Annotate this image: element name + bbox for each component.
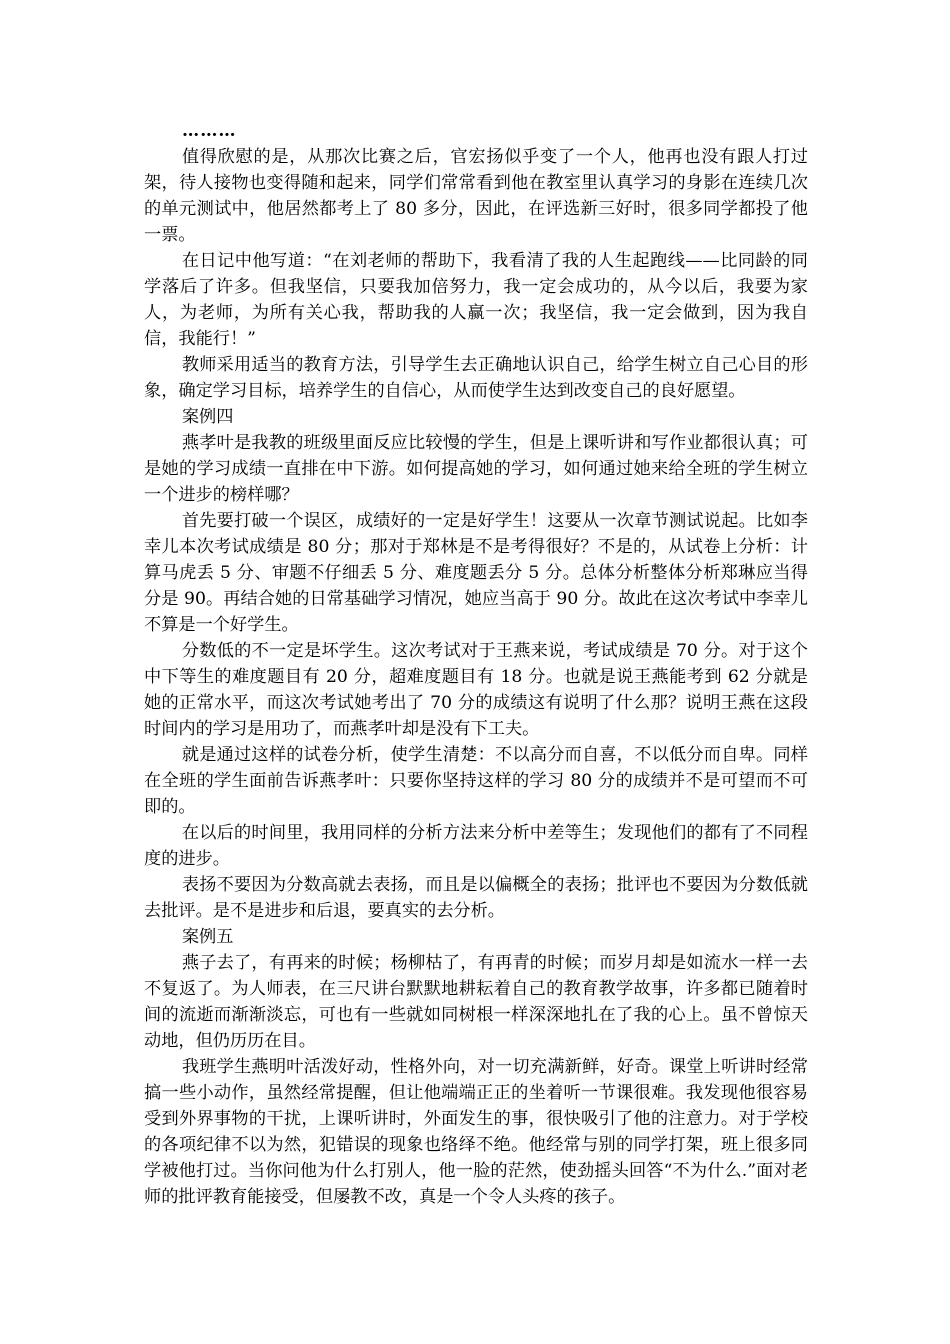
ellipsis-marker: ……… — [182, 121, 237, 141]
paragraph-low-score-analysis: 分数低的不一定是坏学生。这次考试对于王燕来说，考试成绩是 70 分。对于这个中下等生的难度题目有 20 分，超难度题目有 18 分。也就是说王燕能考到 62 分就是她的正常水平，而这次考试她考出了 70 分的成绩这有说明了什么那？说明王燕在这段时间内的学习是用功了，而燕孝叶却是没有下工夫。 — [144, 641, 808, 739]
paragraph-teacher-method: 教师采用适当的教育方法，引导学生去正确地认识自己，给学生树立自己心目的形象，确定学习目标，培养学生的自信心，从而使学生达到改变自己的良好愿望。 — [144, 355, 808, 401]
section-heading-case-5: 案例五 — [181, 927, 234, 947]
paragraph-praise-criticism: 表扬不要因为分数高就去表扬，而且是以偏概全的表扬；批评也不要因为分数低就去批评。是不是进步和后退，要真实的去分析。 — [144, 875, 808, 921]
paragraph-diary-quote: 在日记中他写道：“在刘老师的帮助下，我看清了我的人生起跑线——比同龄的同学落后了许多。但我坚信，只要我加倍努力，我一定会成功的，从今以后，我要为家人，为老师，为所有关心我，帮助我的人赢一次；我坚信，我一定会做到，因为我自信，我能行！” — [144, 251, 808, 349]
document-page — [144, 118, 808, 1210]
paragraph-progress: 在以后的时间里，我用同样的分析方法来分析中差等生；发现他们的都有了不同程度的进步。 — [144, 823, 808, 869]
paragraph-guan-change: 值得欣慰的是，从那次比赛之后，官宏扬似乎变了一个人，他再也没有跟人打过架，待人接物也变得随和起来，同学们常常看到他在教室里认真学习的身影在连续几次的单元测试中，他居然都考上了 80 多分，因此，在评选新三好时，很多同学都投了他一票。 — [144, 147, 808, 245]
paragraph-yan-mingye: 我班学生燕明叶活泼好动，性格外向，对一切充满新鲜，好奇。课堂上听讲时经常搞一些小动作，虽然经常提醒，但让他端端正正的坐着听一节课很难。我发现他很容易受到外界事物的干扰，上课听讲时，外面发生的事，很快吸引了他的注意力。对于学校的各项纪律不以为然，犯错误的现象也络绎不绝。他经常与别的同学打架，班上很多同学被他打过。当你问他为什么打别人，他一脸的茫然，使劲摇头回答“不为什么.”面对老师的批评教育能接受，但屡教不改，真是一个令人头疼的孩子。 — [144, 1057, 808, 1207]
paragraph-swallows: 燕子去了，有再来的时候；杨柳枯了，有再青的时候；而岁月却是如流水一样一去不复返了。为人师表，在三尺讲台默默地耕耘着自己的教育教学故事，许多都已随着时间的流逝而渐渐淡忘，可也有一些就如同树根一样深深地扎在了我的心上。虽不曾惊天动地，但仍历历在目。 — [144, 953, 808, 1051]
section-heading-case-4: 案例四 — [181, 407, 234, 427]
paragraph-yan-xiaoye-intro: 燕孝叶是我教的班级里面反应比较慢的学生，但是上课听讲和写作业都很认真；可是她的学习成绩一直排在中下游。如何提高她的学习，如何通过她来给全班的学生树立一个进步的榜样哪？ — [144, 433, 808, 505]
paragraph-good-student-myth: 首先要打破一个误区，成绩好的一定是好学生！这要从一次章节测试说起。比如李幸儿本次考试成绩是 80 分；那对于郑林是不是考得很好？不是的，从试卷上分析：计算马虎丢 5 分、审题不仔细丢 5 分、难度题丢分 5 分。总体分析整体分析郑琳应当得分是 90。再结合她的日常基础学习情况，她应当高于 90 分。故此在这次考试中李幸儿不算是一个好学生。 — [144, 511, 808, 635]
paragraph-exam-analysis: 就是通过这样的试卷分析，使学生清楚：不以高分而自喜，不以低分而自卑。同样在全班的学生面前告诉燕孝叶：只要你坚持这样的学习 80 分的成绩并不是可望而不可即的。 — [144, 745, 808, 817]
